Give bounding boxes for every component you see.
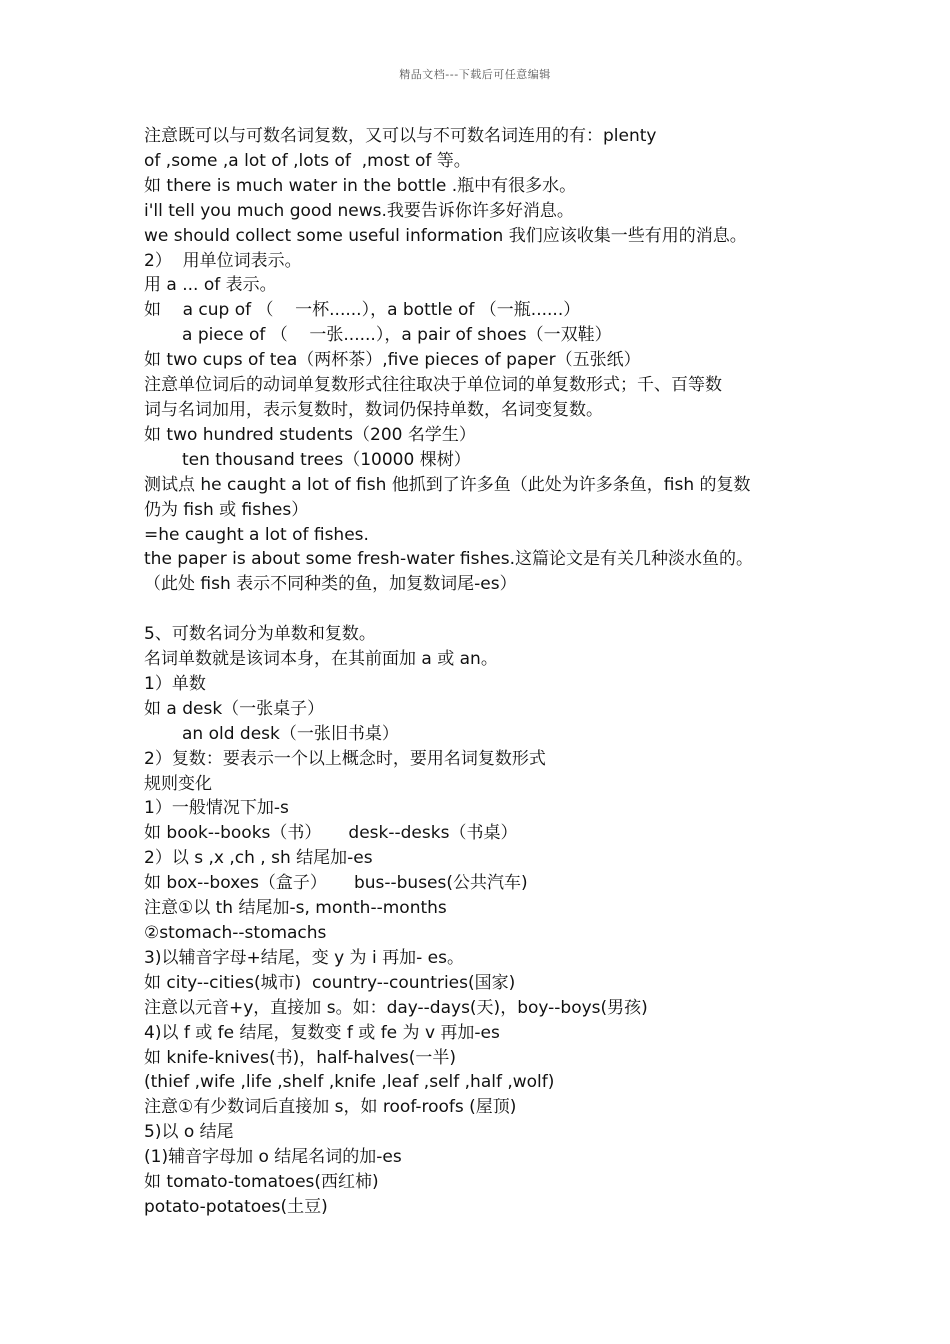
text-line: the paper is about some fresh-water fishes.这篇论文是有关几种淡水鱼的。 bbox=[144, 549, 753, 570]
text-line: 测试点 he caught a lot of fish 他抓到了许多鱼（此处为许多条鱼，fish 的复数 bbox=[144, 474, 751, 495]
text-line: 如 two hundred students（200 名学生） bbox=[144, 424, 476, 445]
text-line: 2）复数：要表示一个以上概念时，要用名词复数形式 bbox=[144, 748, 546, 769]
text-line: potato-potatoes(土豆) bbox=[144, 1196, 328, 1217]
text-line: (1)辅音字母加 o 结尾名词的加-es bbox=[144, 1147, 402, 1168]
text-line: 如 there is much water in the bottle .瓶中有很多水。 bbox=[144, 175, 577, 196]
document-body bbox=[144, 124, 824, 1220]
text-line: 如 city--cities(城市) country--countries(国家) bbox=[144, 972, 516, 993]
text-line: 注意①以 th 结尾加-s, month--months bbox=[144, 898, 447, 919]
text-line: 用 a ... of 表示。 bbox=[144, 275, 277, 296]
text-line: 5)以 o 结尾 bbox=[144, 1122, 234, 1143]
text-line: 注意①有少数词后直接加 s，如 roof-roofs (屋顶) bbox=[144, 1097, 517, 1118]
text-line: 如 two cups of tea（两杯茶）,five pieces of paper（五张纸） bbox=[144, 350, 641, 371]
text-line: 词与名词加用，表示复数时，数词仍保持单数，名词变复数。 bbox=[144, 399, 603, 420]
text-line: 注意既可以与可数名词复数，又可以与不可数名词连用的有：plenty bbox=[144, 126, 657, 146]
text-line: an old desk（一张旧书桌） bbox=[182, 723, 399, 744]
text-line: 5、可数名词分为单数和复数。 bbox=[144, 624, 376, 645]
text-line: we should collect some useful information 我们应该收集一些有用的消息。 bbox=[144, 225, 747, 246]
text-line: 注意单位词后的动词单复数形式往往取决于单位词的单复数形式；千、百等数 bbox=[144, 375, 722, 396]
text-line: =he caught a lot of fishes. bbox=[144, 524, 369, 545]
text-line: of ,some ,a lot of ,lots of ,most of 等。 bbox=[144, 150, 471, 171]
text-line: 注意以元音+y，直接加 s。如：day--days(天)，boy--boys(男孩) bbox=[144, 997, 648, 1018]
text-line: i'll tell you much good news.我要告诉你许多好消息。 bbox=[144, 200, 574, 221]
text-line: （此处 fish 表示不同种类的鱼，加复数词尾-es） bbox=[144, 574, 517, 595]
text-line: 名词单数就是该词本身，在其前面加 a 或 an。 bbox=[144, 649, 498, 670]
text-line: ten thousand trees（10000 棵树） bbox=[182, 449, 471, 470]
text-line: 如 knife-knives(书)，half-halves(一半) bbox=[144, 1047, 456, 1068]
text-line: 如 a desk（一张桌子） bbox=[144, 698, 325, 719]
text-line: 2）以 s ,x ,ch , sh 结尾加-es bbox=[144, 848, 373, 869]
text-line: ②stomach--stomachs bbox=[144, 922, 327, 943]
text-line: 3)以辅音字母+结尾，变 y 为 i 再加- es。 bbox=[144, 947, 464, 968]
text-line: 4)以 f 或 fe 结尾，复数变 f 或 fe 为 v 再加-es bbox=[144, 1022, 500, 1043]
text-line: 1）单数 bbox=[144, 673, 206, 694]
text-line: 2） 用单位词表示。 bbox=[144, 250, 302, 271]
text-line: 如 tomato-tomatoes(西红柿) bbox=[144, 1172, 379, 1193]
text-line: a piece of （ 一张......），a pair of shoes（一双鞋） bbox=[182, 325, 612, 346]
text-line: 1）一般情况下加-s bbox=[144, 798, 289, 819]
text-line: 如 box--boxes（盒子） bus--buses(公共汽车) bbox=[144, 873, 528, 894]
text-line: 规则变化 bbox=[144, 773, 212, 794]
text-line: 如 book--books（书） desk--desks（书桌） bbox=[144, 823, 518, 844]
blank-line bbox=[144, 597, 824, 622]
page-header: 精品文档---下载后可任意编辑 bbox=[399, 68, 551, 81]
text-line: 仍为 fish 或 fishes） bbox=[144, 499, 309, 520]
text-line: 如 a cup of （ 一杯......），a bottle of （一瓶......） bbox=[144, 300, 581, 321]
text-line: (thief ,wife ,life ,shelf ,knife ,leaf ,self ,half ,wolf) bbox=[144, 1072, 555, 1093]
